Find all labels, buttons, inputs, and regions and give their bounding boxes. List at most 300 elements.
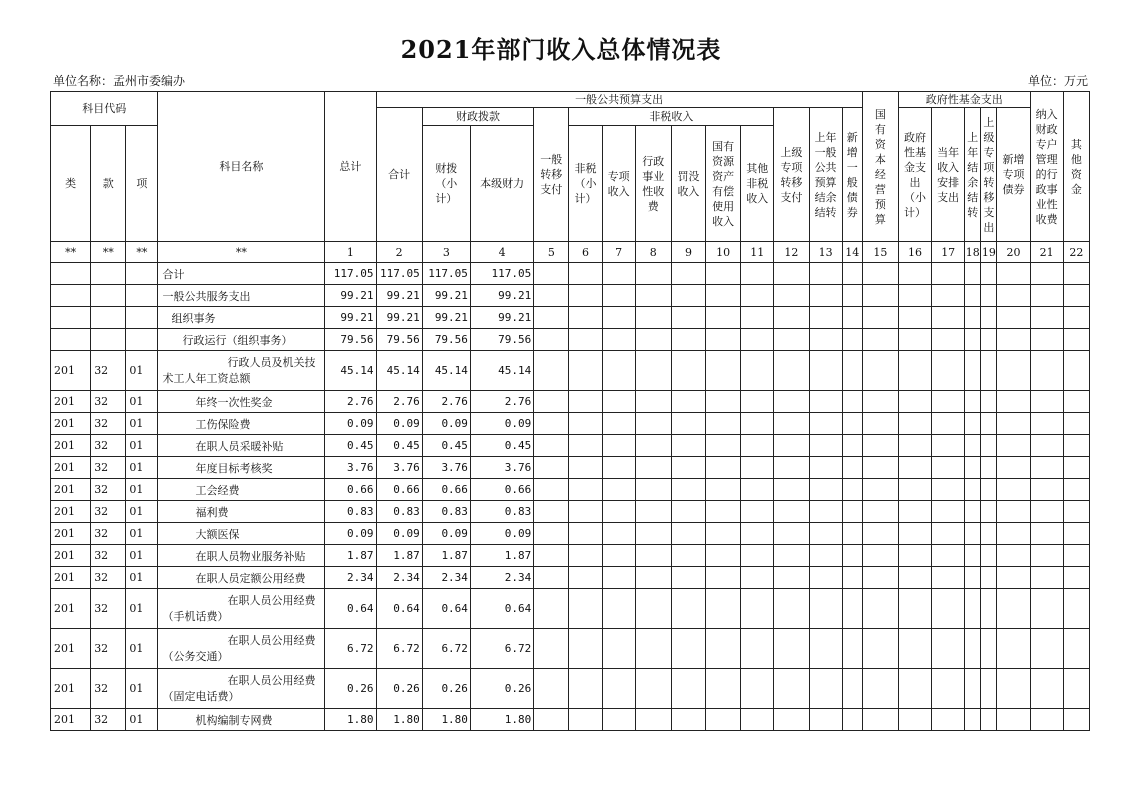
table-body bbox=[51, 242, 1090, 731]
empty-cell bbox=[898, 629, 931, 669]
empty-cell bbox=[862, 391, 898, 413]
empty-cell bbox=[981, 479, 997, 501]
empty-cell bbox=[774, 413, 809, 435]
lei-cell bbox=[51, 285, 91, 307]
empty-cell bbox=[898, 589, 931, 629]
header-caibo-sub: 财拨（小计） bbox=[422, 126, 470, 242]
header-xiang: 项 bbox=[126, 126, 158, 242]
empty-cell bbox=[932, 669, 965, 709]
local-fin-cell: 117.05 bbox=[470, 263, 533, 285]
empty-cell bbox=[671, 709, 705, 731]
empty-cell bbox=[706, 263, 741, 285]
kuan-cell: 32 bbox=[91, 709, 126, 731]
empty-cell bbox=[1030, 263, 1063, 285]
heji-cell: 1.80 bbox=[376, 709, 422, 731]
empty-cell bbox=[569, 329, 602, 351]
empty-cell bbox=[997, 709, 1030, 731]
empty-cell bbox=[635, 413, 671, 435]
empty-cell bbox=[671, 669, 705, 709]
empty-cell bbox=[635, 669, 671, 709]
column-index-cell: 17 bbox=[932, 242, 965, 263]
empty-cell bbox=[842, 589, 862, 629]
lei-cell: 201 bbox=[51, 501, 91, 523]
empty-cell bbox=[635, 435, 671, 457]
lei-cell: 201 bbox=[51, 479, 91, 501]
subject-name-cell: 年终一次性奖金 bbox=[158, 391, 325, 413]
empty-cell bbox=[997, 523, 1030, 545]
empty-cell bbox=[706, 501, 741, 523]
empty-cell bbox=[842, 457, 862, 479]
local-fin-cell: 0.83 bbox=[470, 501, 533, 523]
local-fin-cell: 45.14 bbox=[470, 351, 533, 391]
empty-cell bbox=[842, 307, 862, 329]
local-fin-cell: 6.72 bbox=[470, 629, 533, 669]
empty-cell bbox=[671, 567, 705, 589]
empty-cell bbox=[706, 545, 741, 567]
empty-cell bbox=[671, 479, 705, 501]
heji-cell: 0.83 bbox=[376, 501, 422, 523]
empty-cell bbox=[671, 351, 705, 391]
empty-cell bbox=[981, 413, 997, 435]
column-index-cell: ** bbox=[51, 242, 91, 263]
empty-cell bbox=[965, 545, 981, 567]
empty-cell bbox=[898, 391, 931, 413]
header-total: 总计 bbox=[325, 92, 376, 242]
local-fin-cell: 3.76 bbox=[470, 457, 533, 479]
empty-cell bbox=[842, 479, 862, 501]
total-cell: 6.72 bbox=[325, 629, 376, 669]
local-fin-cell: 1.87 bbox=[470, 545, 533, 567]
header-local-fin: 本级财力 bbox=[470, 126, 533, 242]
empty-cell bbox=[602, 479, 635, 501]
empty-cell bbox=[741, 567, 774, 589]
empty-cell bbox=[706, 629, 741, 669]
xiang-cell bbox=[126, 329, 158, 351]
empty-cell bbox=[1063, 523, 1089, 545]
empty-cell bbox=[569, 629, 602, 669]
empty-cell bbox=[809, 709, 842, 731]
empty-cell bbox=[534, 413, 569, 435]
empty-cell bbox=[602, 523, 635, 545]
empty-cell bbox=[809, 589, 842, 629]
kuan-cell: 32 bbox=[91, 479, 126, 501]
empty-cell bbox=[842, 263, 862, 285]
xiang-cell: 01 bbox=[126, 709, 158, 731]
empty-cell bbox=[997, 567, 1030, 589]
local-fin-cell: 0.45 bbox=[470, 435, 533, 457]
empty-cell bbox=[1063, 263, 1089, 285]
empty-cell bbox=[602, 435, 635, 457]
header-general-transfer: 一般转移支付 bbox=[534, 108, 569, 242]
empty-cell bbox=[862, 501, 898, 523]
empty-cell bbox=[1063, 457, 1089, 479]
empty-cell bbox=[635, 457, 671, 479]
empty-cell bbox=[997, 307, 1030, 329]
empty-cell bbox=[774, 709, 809, 731]
empty-cell bbox=[774, 589, 809, 629]
empty-cell bbox=[809, 391, 842, 413]
empty-cell bbox=[534, 435, 569, 457]
empty-cell bbox=[809, 307, 842, 329]
empty-cell bbox=[569, 435, 602, 457]
empty-cell bbox=[965, 501, 981, 523]
lei-cell: 201 bbox=[51, 413, 91, 435]
empty-cell bbox=[569, 567, 602, 589]
lei-cell: 201 bbox=[51, 391, 91, 413]
caibo-subtotal-cell: 45.14 bbox=[422, 351, 470, 391]
lei-cell: 201 bbox=[51, 709, 91, 731]
empty-cell bbox=[862, 285, 898, 307]
column-index-cell: 9 bbox=[671, 242, 705, 263]
heji-cell: 0.09 bbox=[376, 523, 422, 545]
header-gov-fund-sub: 政府性基金支出（小计） bbox=[898, 108, 931, 242]
subject-name-cell: 组织事务 bbox=[158, 307, 325, 329]
total-cell: 2.34 bbox=[325, 567, 376, 589]
empty-cell bbox=[774, 457, 809, 479]
empty-cell bbox=[809, 435, 842, 457]
empty-cell bbox=[932, 351, 965, 391]
empty-cell bbox=[981, 307, 997, 329]
empty-cell bbox=[965, 629, 981, 669]
column-index-cell: 5 bbox=[534, 242, 569, 263]
empty-cell bbox=[862, 329, 898, 351]
empty-cell bbox=[635, 501, 671, 523]
column-index-cell: 4 bbox=[470, 242, 533, 263]
heji-cell: 2.34 bbox=[376, 567, 422, 589]
empty-cell bbox=[741, 391, 774, 413]
empty-cell bbox=[635, 329, 671, 351]
empty-cell bbox=[809, 567, 842, 589]
empty-cell bbox=[1030, 545, 1063, 567]
empty-cell bbox=[932, 567, 965, 589]
kuan-cell: 32 bbox=[91, 435, 126, 457]
empty-cell bbox=[842, 285, 862, 307]
xiang-cell bbox=[126, 285, 158, 307]
empty-cell bbox=[774, 263, 809, 285]
empty-cell bbox=[997, 329, 1030, 351]
kuan-cell bbox=[91, 263, 126, 285]
subject-name-cell: 在职人员公用经费（公务交通） bbox=[158, 629, 325, 669]
column-index-cell: 1 bbox=[325, 242, 376, 263]
empty-cell bbox=[842, 523, 862, 545]
empty-cell bbox=[1063, 307, 1089, 329]
empty-cell bbox=[981, 669, 997, 709]
header-fiscal-alloc: 财政拨款 bbox=[422, 108, 534, 126]
header-fiscal-account-fees: 纳入财政专户管理的行政事业性收费 bbox=[1030, 92, 1063, 242]
empty-cell bbox=[741, 669, 774, 709]
total-cell: 0.26 bbox=[325, 669, 376, 709]
empty-cell bbox=[741, 523, 774, 545]
subject-name-cell: 机构编制专网费 bbox=[158, 709, 325, 731]
header-subject-code: 科目代码 bbox=[51, 92, 158, 126]
total-cell: 3.76 bbox=[325, 457, 376, 479]
empty-cell bbox=[635, 351, 671, 391]
header-special-income: 专项收入 bbox=[602, 126, 635, 242]
empty-cell bbox=[932, 501, 965, 523]
empty-cell bbox=[671, 285, 705, 307]
caibo-subtotal-cell: 117.05 bbox=[422, 263, 470, 285]
column-index-cell: 15 bbox=[862, 242, 898, 263]
empty-cell bbox=[602, 501, 635, 523]
header-kuan: 款 bbox=[91, 126, 126, 242]
header-current-year-income: 当年收入安排支出 bbox=[932, 108, 965, 242]
heji-cell: 0.09 bbox=[376, 413, 422, 435]
column-index-cell: 13 bbox=[809, 242, 842, 263]
empty-cell bbox=[842, 351, 862, 391]
total-cell: 45.14 bbox=[325, 351, 376, 391]
local-fin-cell: 0.66 bbox=[470, 479, 533, 501]
empty-cell bbox=[898, 435, 931, 457]
empty-cell bbox=[534, 523, 569, 545]
xiang-cell bbox=[126, 263, 158, 285]
subject-name-cell: 工伤保险费 bbox=[158, 413, 325, 435]
empty-cell bbox=[706, 413, 741, 435]
empty-cell bbox=[997, 545, 1030, 567]
empty-cell bbox=[635, 263, 671, 285]
lei-cell: 201 bbox=[51, 629, 91, 669]
empty-cell bbox=[774, 523, 809, 545]
empty-cell bbox=[1030, 285, 1063, 307]
kuan-cell: 32 bbox=[91, 545, 126, 567]
empty-cell bbox=[965, 567, 981, 589]
empty-cell bbox=[862, 709, 898, 731]
column-index-cell: 20 bbox=[997, 242, 1030, 263]
empty-cell bbox=[842, 567, 862, 589]
lei-cell: 201 bbox=[51, 351, 91, 391]
empty-cell bbox=[965, 589, 981, 629]
empty-cell bbox=[706, 457, 741, 479]
table-row bbox=[51, 413, 1090, 435]
empty-cell bbox=[932, 413, 965, 435]
empty-cell bbox=[997, 351, 1030, 391]
header-prev-year-carryover: 上年一般公共预算结余结转 bbox=[809, 108, 842, 242]
header-other-nontax: 其他非税收入 bbox=[741, 126, 774, 242]
column-index-row bbox=[51, 242, 1090, 263]
empty-cell bbox=[862, 435, 898, 457]
table-row bbox=[51, 523, 1090, 545]
table-row bbox=[51, 285, 1090, 307]
empty-cell bbox=[965, 523, 981, 545]
xiang-cell: 01 bbox=[126, 351, 158, 391]
empty-cell bbox=[534, 567, 569, 589]
lei-cell: 201 bbox=[51, 545, 91, 567]
empty-cell bbox=[534, 457, 569, 479]
empty-cell bbox=[671, 629, 705, 669]
currency-unit-label: 单位：万元 bbox=[1027, 74, 1088, 88]
local-fin-cell: 99.21 bbox=[470, 307, 533, 329]
empty-cell bbox=[741, 479, 774, 501]
kuan-cell: 32 bbox=[91, 669, 126, 709]
empty-cell bbox=[706, 329, 741, 351]
xiang-cell: 01 bbox=[126, 629, 158, 669]
empty-cell bbox=[898, 567, 931, 589]
empty-cell bbox=[774, 669, 809, 709]
empty-cell bbox=[602, 629, 635, 669]
empty-cell bbox=[569, 669, 602, 709]
empty-cell bbox=[706, 391, 741, 413]
empty-cell bbox=[862, 629, 898, 669]
total-cell: 0.83 bbox=[325, 501, 376, 523]
empty-cell bbox=[602, 285, 635, 307]
empty-cell bbox=[1063, 413, 1089, 435]
xiang-cell: 01 bbox=[126, 391, 158, 413]
empty-cell bbox=[1030, 589, 1063, 629]
empty-cell bbox=[534, 351, 569, 391]
table-row bbox=[51, 263, 1090, 285]
caibo-subtotal-cell: 79.56 bbox=[422, 329, 470, 351]
unit-name-label: 单位名称：孟州市委编办 bbox=[53, 74, 186, 88]
empty-cell bbox=[741, 501, 774, 523]
empty-cell bbox=[1030, 669, 1063, 709]
empty-cell bbox=[569, 479, 602, 501]
empty-cell bbox=[981, 501, 997, 523]
empty-cell bbox=[981, 709, 997, 731]
header-new-general-bond: 新增一般债券 bbox=[842, 108, 862, 242]
empty-cell bbox=[706, 523, 741, 545]
empty-cell bbox=[932, 479, 965, 501]
empty-cell bbox=[635, 629, 671, 669]
local-fin-cell: 1.80 bbox=[470, 709, 533, 731]
table-row bbox=[51, 457, 1090, 479]
empty-cell bbox=[862, 351, 898, 391]
empty-cell bbox=[569, 709, 602, 731]
header-fines: 罚没收入 bbox=[671, 126, 705, 242]
empty-cell bbox=[1030, 629, 1063, 669]
empty-cell bbox=[671, 307, 705, 329]
empty-cell bbox=[534, 709, 569, 731]
caibo-subtotal-cell: 3.76 bbox=[422, 457, 470, 479]
empty-cell bbox=[1063, 501, 1089, 523]
empty-cell bbox=[635, 285, 671, 307]
subject-name-cell: 在职人员公用经费（固定电话费） bbox=[158, 669, 325, 709]
empty-cell bbox=[1030, 479, 1063, 501]
empty-cell bbox=[981, 263, 997, 285]
empty-cell bbox=[809, 329, 842, 351]
header-upper-special-transfer-exp: 上级专项转移支出 bbox=[981, 108, 997, 242]
empty-cell bbox=[741, 413, 774, 435]
kuan-cell bbox=[91, 307, 126, 329]
subject-name-cell: 行政运行（组织事务） bbox=[158, 329, 325, 351]
header-state-capital-budget: 国有资本经营预算 bbox=[862, 92, 898, 242]
empty-cell bbox=[862, 413, 898, 435]
empty-cell bbox=[671, 263, 705, 285]
empty-cell bbox=[671, 589, 705, 629]
empty-cell bbox=[809, 263, 842, 285]
table-row bbox=[51, 435, 1090, 457]
lei-cell bbox=[51, 329, 91, 351]
empty-cell bbox=[602, 589, 635, 629]
lei-cell: 201 bbox=[51, 669, 91, 709]
empty-cell bbox=[635, 709, 671, 731]
table-row bbox=[51, 669, 1090, 709]
heji-cell: 117.05 bbox=[376, 263, 422, 285]
lei-cell: 201 bbox=[51, 457, 91, 479]
column-index-cell: ** bbox=[158, 242, 325, 263]
header-nontax-sub: 非税（小计） bbox=[569, 126, 602, 242]
empty-cell bbox=[932, 523, 965, 545]
subject-name-cell: 在职人员公用经费（手机话费） bbox=[158, 589, 325, 629]
heji-cell: 79.56 bbox=[376, 329, 422, 351]
kuan-cell: 32 bbox=[91, 567, 126, 589]
empty-cell bbox=[809, 523, 842, 545]
empty-cell bbox=[534, 307, 569, 329]
empty-cell bbox=[671, 391, 705, 413]
empty-cell bbox=[965, 457, 981, 479]
caibo-subtotal-cell: 0.45 bbox=[422, 435, 470, 457]
xiang-cell: 01 bbox=[126, 545, 158, 567]
empty-cell bbox=[534, 545, 569, 567]
empty-cell bbox=[1030, 307, 1063, 329]
column-index-cell: 18 bbox=[965, 242, 981, 263]
empty-cell bbox=[741, 629, 774, 669]
table-row bbox=[51, 351, 1090, 391]
empty-cell bbox=[862, 567, 898, 589]
table-row bbox=[51, 589, 1090, 629]
empty-cell bbox=[1063, 669, 1089, 709]
empty-cell bbox=[842, 709, 862, 731]
caibo-subtotal-cell: 0.64 bbox=[422, 589, 470, 629]
empty-cell bbox=[965, 709, 981, 731]
empty-cell bbox=[981, 523, 997, 545]
empty-cell bbox=[1063, 435, 1089, 457]
empty-cell bbox=[932, 545, 965, 567]
empty-cell bbox=[706, 435, 741, 457]
empty-cell bbox=[1030, 351, 1063, 391]
empty-cell bbox=[534, 501, 569, 523]
empty-cell bbox=[997, 391, 1030, 413]
empty-cell bbox=[635, 307, 671, 329]
empty-cell bbox=[842, 329, 862, 351]
empty-cell bbox=[862, 479, 898, 501]
caibo-subtotal-cell: 0.09 bbox=[422, 523, 470, 545]
empty-cell bbox=[862, 523, 898, 545]
xiang-cell: 01 bbox=[126, 589, 158, 629]
empty-cell bbox=[602, 709, 635, 731]
empty-cell bbox=[671, 329, 705, 351]
empty-cell bbox=[671, 523, 705, 545]
empty-cell bbox=[932, 457, 965, 479]
caibo-subtotal-cell: 2.76 bbox=[422, 391, 470, 413]
column-index-cell: 3 bbox=[422, 242, 470, 263]
empty-cell bbox=[635, 479, 671, 501]
empty-cell bbox=[809, 413, 842, 435]
empty-cell bbox=[997, 501, 1030, 523]
empty-cell bbox=[602, 669, 635, 709]
empty-cell bbox=[774, 351, 809, 391]
column-index-cell: 7 bbox=[602, 242, 635, 263]
heji-cell: 99.21 bbox=[376, 307, 422, 329]
xiang-cell: 01 bbox=[126, 501, 158, 523]
heji-cell: 6.72 bbox=[376, 629, 422, 669]
empty-cell bbox=[741, 457, 774, 479]
empty-cell bbox=[842, 501, 862, 523]
subject-name-cell: 在职人员定额公用经费 bbox=[158, 567, 325, 589]
empty-cell bbox=[1030, 329, 1063, 351]
column-index-cell: 14 bbox=[842, 242, 862, 263]
lei-cell: 201 bbox=[51, 589, 91, 629]
empty-cell bbox=[932, 391, 965, 413]
table-row bbox=[51, 501, 1090, 523]
empty-cell bbox=[635, 589, 671, 629]
empty-cell bbox=[534, 629, 569, 669]
empty-cell bbox=[862, 589, 898, 629]
subject-name-cell: 一般公共服务支出 bbox=[158, 285, 325, 307]
kuan-cell bbox=[91, 285, 126, 307]
empty-cell bbox=[602, 545, 635, 567]
lei-cell: 201 bbox=[51, 435, 91, 457]
xiang-cell: 01 bbox=[126, 435, 158, 457]
empty-cell bbox=[741, 589, 774, 629]
